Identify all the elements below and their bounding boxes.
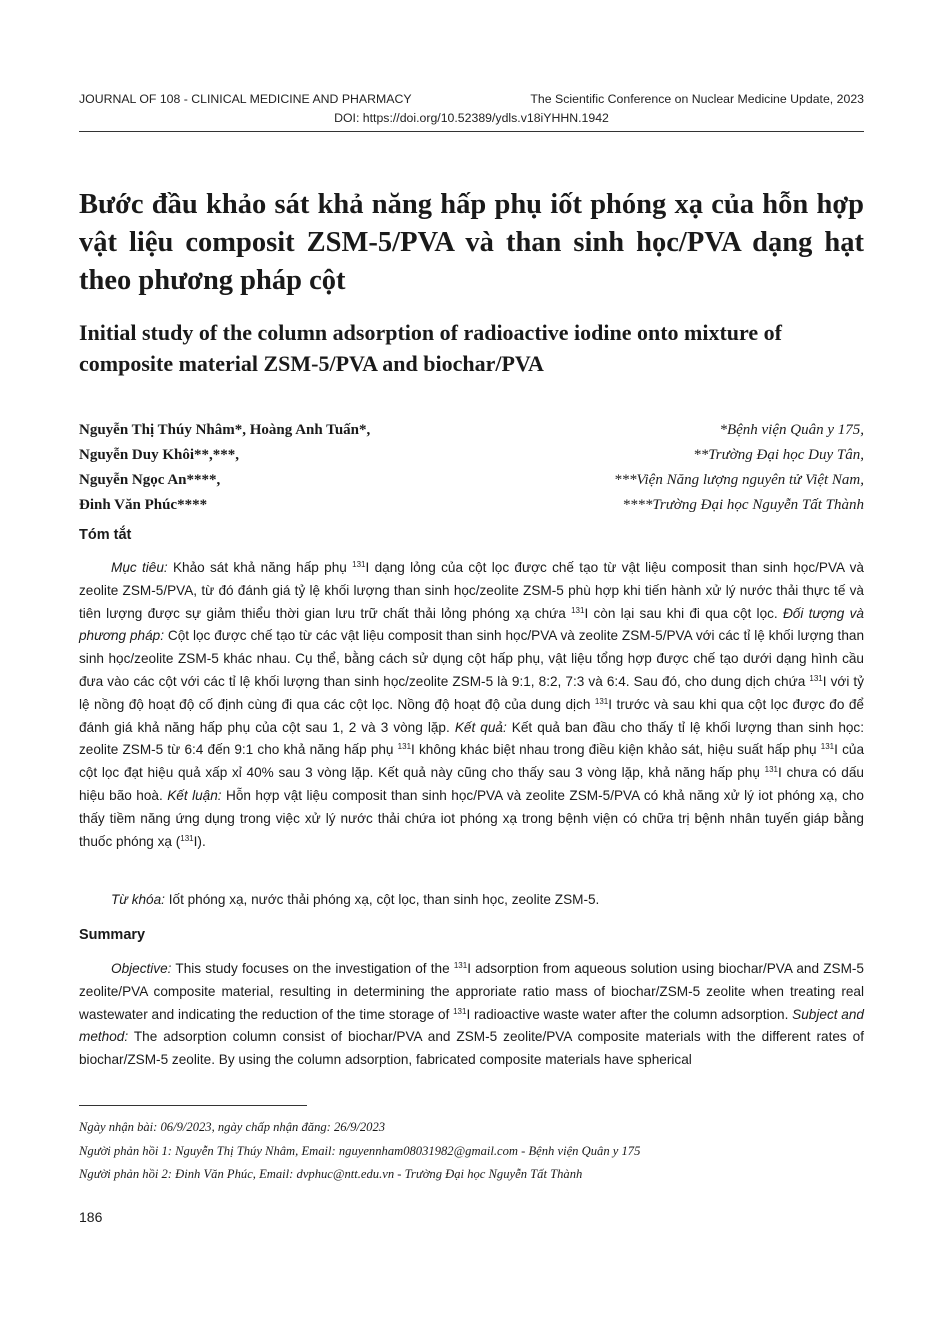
isotope-superscript: 131 [453,1006,467,1016]
abstract-text: I radioactive waste water after the column adsorption. [466,1006,793,1022]
author-row [79,418,864,443]
abstract-text: Hỗn hợp vật liệu composit than sinh học/PVA và zeolite ZSM-5/PVA có khả năng xử lý iot phóng xạ, cho thấy tiềm năng ứng dụng trong việc xử lý nước thải chứa iot phóng xạ trong bệnh viện có chữa trị bệnh nhân tuyến giáp bằng thuốc phóng xạ ( [79,787,864,849]
abstract-en-paragraph [79,958,864,1072]
abstract-text: I không khác biệt nhau trong điều kiện khảo sát, hiệu suất hấp phụ [411,742,821,758]
isotope-superscript: 131 [820,742,835,752]
doi-link[interactable]: DOI: https://doi.org/10.52389/ydls.v18iYHHN.1942 [334,111,609,125]
abstract-text: I của cột lọc đạt hiệu quả xấp xỉ 40% sau 3 vòng lặp. Kết quả này cũng cho thấy sau 3 vòng lặp, khả năng hấp phụ [79,742,864,781]
isotope-superscript: 131 [571,605,585,615]
isotope-superscript: 131 [180,833,194,843]
author-name: Nguyễn Ngọc An****, [79,472,221,488]
author-block [79,418,864,518]
author-row [79,493,864,518]
isotope-superscript: 131 [764,765,779,775]
isotope-superscript: 131 [453,961,468,970]
isotope-superscript: 131 [594,696,609,706]
abstract-text: The adsorption column consist of biochar/PVA and ZSM-5 zeolite/PVA composite materials with the different rates of biochar/ZSM-5 zeolite. By using the column adsorption, fabricated composite materials have spherical [79,1029,864,1068]
title-vietnamese: Bước đầu khảo sát khả năng hấp phụ iốt phóng xạ của hỗn hợp vật liệu composit ZSM-5/PVA và than sinh học/PVA dạng hạt theo phương pháp cột [79,189,864,296]
abstract-text: I adsorption from aqueous solution using biochar/PVA and ZSM-5 zeolite/PVA composite material, resulting in determining the approriate ratio mass of biochar/ZSM-5 zeolite when treating real wastewater and indicating the reduction of the time storage of [79,961,864,1022]
journal-name: JOURNAL OF 108 - CLINICAL MEDICINE AND PHARMACY [79,92,412,106]
abstract-en-heading: Summary [79,927,146,943]
conference-name: The Scientific Conference on Nuclear Medicine Update, 2023 [530,92,864,106]
abstract-text: I với tỷ lệ nồng độ hoạt độ cố định cùng đi qua các cột lọc. Nồng độ hoạt độ của dung dịch [79,673,864,712]
label-keywords: Từ khóa: [111,892,165,907]
label-objective: Mục tiêu: [111,560,168,575]
title-english: Initial study of the column adsorption of radioactive iodine onto mixture of composite material ZSM-5/PVA and biochar/PVA [79,320,783,376]
abstract-text: I chưa có dấu hiệu bão hoà. [79,765,864,803]
header-divider [79,131,864,132]
label-objective-en: Objective: [111,961,172,976]
author-row [79,443,864,468]
abstract-vi-heading: Tóm tắt [79,527,132,543]
abstract-text: I). [193,833,206,849]
footnote-dates: Ngày nhận bài: 06/9/2023, ngày chấp nhận đăng: 26/9/2023 [79,1120,386,1134]
footnote-correspondent-2: Người phản hồi 2: Đinh Văn Phúc, Email: dvphuc@ntt.edu.vn - Trường Đại học Nguyễn Tất Thành [79,1167,583,1181]
isotope-superscript: 131 [397,742,412,752]
author-affiliation: ****Trường Đại học Nguyễn Tất Thành [622,497,864,513]
footnote-correspondent-1: Người phản hồi 1: Nguyễn Thị Thúy Nhâm, Email: nguyennham08031982@gmail.com - Bệnh viện Quân y 175 [79,1144,641,1158]
abstract-text: Khảo sát khả năng hấp phụ [167,560,353,575]
author-row [79,468,864,493]
author-name: Đinh Văn Phúc**** [79,497,208,513]
author-affiliation: *Bệnh viện Quân y 175, [719,422,864,438]
abstract-vi-paragraph [79,557,864,853]
keywords-paragraph [79,889,864,912]
author-affiliation: ***Viện Năng lượng nguyên tử Việt Nam, [613,472,864,488]
footnote-divider [79,1105,307,1106]
isotope-superscript: 131 [809,673,823,683]
abstract-text: Kết quả ban đầu cho thấy tỉ lệ khối lượng than sinh học: zeolite ZSM-5 từ 6:4 đến 9:1 cho khả năng hấp phụ [79,719,865,758]
label-result: Kết quả: [454,719,507,735]
abstract-text: I dạng lỏng của cột lọc được chế tạo từ vật liệu composit than sinh học/PVA và zeolite ZSM-5/PVA, từ đó đánh giá tỷ lệ khối lượng than sinh học/zeolite ZSM-5 phù hợp khi tiến hành xử lý nước thải thực tế và tiên lượng được sự giảm thiểu thời gian lưu trữ chất thải lỏng phóng xạ chứa [79,560,864,621]
author-name: Nguyễn Thị Thúy Nhâm*, Hoàng Anh Tuấn*, [79,422,371,438]
abstract-text: This study focuses on the investigation of the [171,961,454,976]
label-method: Đối tượng và phương pháp: [79,605,864,644]
author-name: Nguyễn Duy Khôi**,***, [79,447,240,463]
running-header [79,92,864,125]
abstract-text: I còn lại sau khi đi qua cột lọc. [584,605,783,621]
isotope-superscript: 131 [352,560,366,569]
label-method-en: Subject and method: [79,1006,864,1045]
abstract-text: I trước và sau khi qua cột lọc được đo để đánh giá khả năng hấp phụ của cột sau 1, 2 và 3 vòng lặp. [79,696,864,735]
page-number: 186 [79,1209,103,1225]
abstract-text: Cột lọc được chế tạo từ các vật liệu composit than sinh học/PVA và zeolite ZSM-5/PVA với các tỉ lệ khối lượng than sinh học/zeolite ZSM-5 khác nhau. Cụ thể, bằng cách sử dụng cột hấp phụ, vật liệu tổng hợp được chế tạo dưới dạng hình cầu đưa vào các cột với các tỉ lệ khối lượng than sinh học/zeolite ZSM-5 là 9:1, 8:2, 7:3 và 6:4. Sau đó, cho dung dịch chứa [79,628,865,689]
keywords-text: Iốt phóng xạ, nước thải phóng xạ, cột lọc, than sinh học, zeolite ZSM-5. [164,892,600,907]
author-affiliation: **Trường Đại học Duy Tân, [693,447,864,463]
label-conclusion: Kết luận: [167,787,222,803]
